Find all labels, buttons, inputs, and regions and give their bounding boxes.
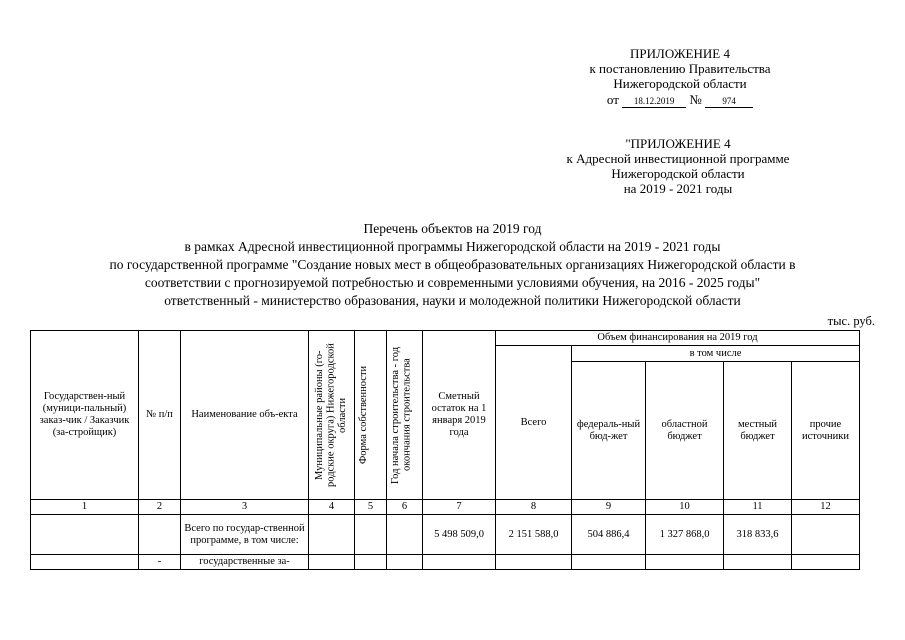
header-funding: Объем финансирования на 2019 год	[496, 331, 860, 346]
cell-federal	[572, 555, 646, 570]
cell-local	[724, 555, 792, 570]
header-num: № п/п	[139, 331, 181, 500]
decree-date-number	[540, 92, 820, 108]
cell-municipal	[309, 515, 355, 555]
column-number: 10	[646, 500, 724, 515]
column-number: 7	[423, 500, 496, 515]
header-federal: федераль-ный бюд-жет	[572, 362, 646, 500]
column-numbers-row	[31, 500, 860, 515]
cell-num	[139, 515, 181, 555]
header-ownership	[355, 331, 387, 500]
cell-federal: 504 886,4	[572, 515, 646, 555]
cell-balance: 5 498 509,0	[423, 515, 496, 555]
appendix-current-line1: ПРИЛОЖЕНИЕ 4	[630, 46, 730, 61]
header-years-text: Год начала строительства - год окончания строительства	[389, 346, 412, 484]
column-number: 1	[31, 500, 139, 515]
header-including: в том числе	[572, 346, 860, 362]
cell-other	[792, 555, 860, 570]
cell-customer	[31, 515, 139, 555]
cell-balance	[423, 555, 496, 570]
header-other: прочие источники	[792, 362, 860, 500]
header-total: Всего	[496, 346, 572, 500]
appendix-current	[540, 46, 820, 108]
header-balance: Сметный остаток на 1 января 2019 года	[423, 331, 496, 500]
cell-customer	[31, 555, 139, 570]
column-number: 5	[355, 500, 387, 515]
column-number: 2	[139, 500, 181, 515]
title-line5: ответственный - министерство образования, науки и молодежной политики Нижегородской области	[164, 293, 741, 308]
title-line3: по государственной программе "Создание новых мест в общеобразовательных организациях Нижегородской области в	[109, 257, 796, 272]
appendix-original-line1: "ПРИЛОЖЕНИЕ 4	[625, 136, 731, 151]
column-number: 6	[387, 500, 423, 515]
header-years	[387, 331, 423, 500]
units-label: тыс. руб.	[827, 314, 875, 328]
cell-years	[387, 515, 423, 555]
column-number: 9	[572, 500, 646, 515]
cell-num: -	[139, 555, 181, 570]
document-title	[0, 220, 905, 310]
column-number: 11	[724, 500, 792, 515]
column-number: 4	[309, 500, 355, 515]
header-name: Наименование объ-екта	[181, 331, 309, 500]
title-line2: в рамках Адресной инвестиционной программы Нижегородской области на 2019 - 2021 годы	[184, 239, 721, 254]
header-regional: областной бюджет	[646, 362, 724, 500]
cell-name: Всего по государ-ственной программе, в том числе:	[181, 515, 309, 555]
cell-municipal	[309, 555, 355, 570]
table-row	[31, 515, 860, 555]
cell-name: государственные за-	[181, 555, 309, 570]
decree-date: 18.12.2019	[622, 96, 686, 108]
appendix-original	[528, 136, 828, 196]
appendix-original-line3: Нижегородской области	[611, 166, 745, 181]
cell-total: 2 151 588,0	[496, 515, 572, 555]
decree-number: 974	[705, 96, 753, 108]
column-number: 8	[496, 500, 572, 515]
objects-table	[30, 330, 860, 570]
column-number: 3	[181, 500, 309, 515]
cell-regional	[646, 555, 724, 570]
header-customer: Государствен-ный (муници-пальный) заказ-чик / Заказчик (за-стройщик)	[31, 331, 139, 500]
appendix-current-line2: к постановлению Правительства	[589, 61, 771, 76]
cell-ownership	[355, 515, 387, 555]
appendix-original-line4: на 2019 - 2021 годы	[623, 181, 733, 196]
title-line1: Перечень объектов на 2019 год	[363, 221, 542, 236]
number-sign: №	[689, 92, 702, 107]
title-line4: соответствии с прогнозируемой потребностью и современными условиями обучения, на 2016 - 2025 годы"	[144, 275, 761, 290]
appendix-current-line3: Нижегородской области	[613, 76, 747, 91]
cell-years	[387, 555, 423, 570]
cell-other	[792, 515, 860, 555]
header-municipal-text: Муниципальные районы (го-родские округа) Нижегородской области	[313, 343, 348, 487]
cell-ownership	[355, 555, 387, 570]
from-label: от	[606, 92, 619, 107]
cell-local: 318 833,6	[724, 515, 792, 555]
appendix-original-line2: к Адресной инвестиционной программе	[566, 151, 790, 166]
cell-total	[496, 555, 572, 570]
header-municipal	[309, 331, 355, 500]
column-number: 12	[792, 500, 860, 515]
header-local: местный бюджет	[724, 362, 792, 500]
table-row	[31, 555, 860, 570]
header-ownership-text: Форма собственности	[357, 365, 369, 465]
cell-regional: 1 327 868,0	[646, 515, 724, 555]
